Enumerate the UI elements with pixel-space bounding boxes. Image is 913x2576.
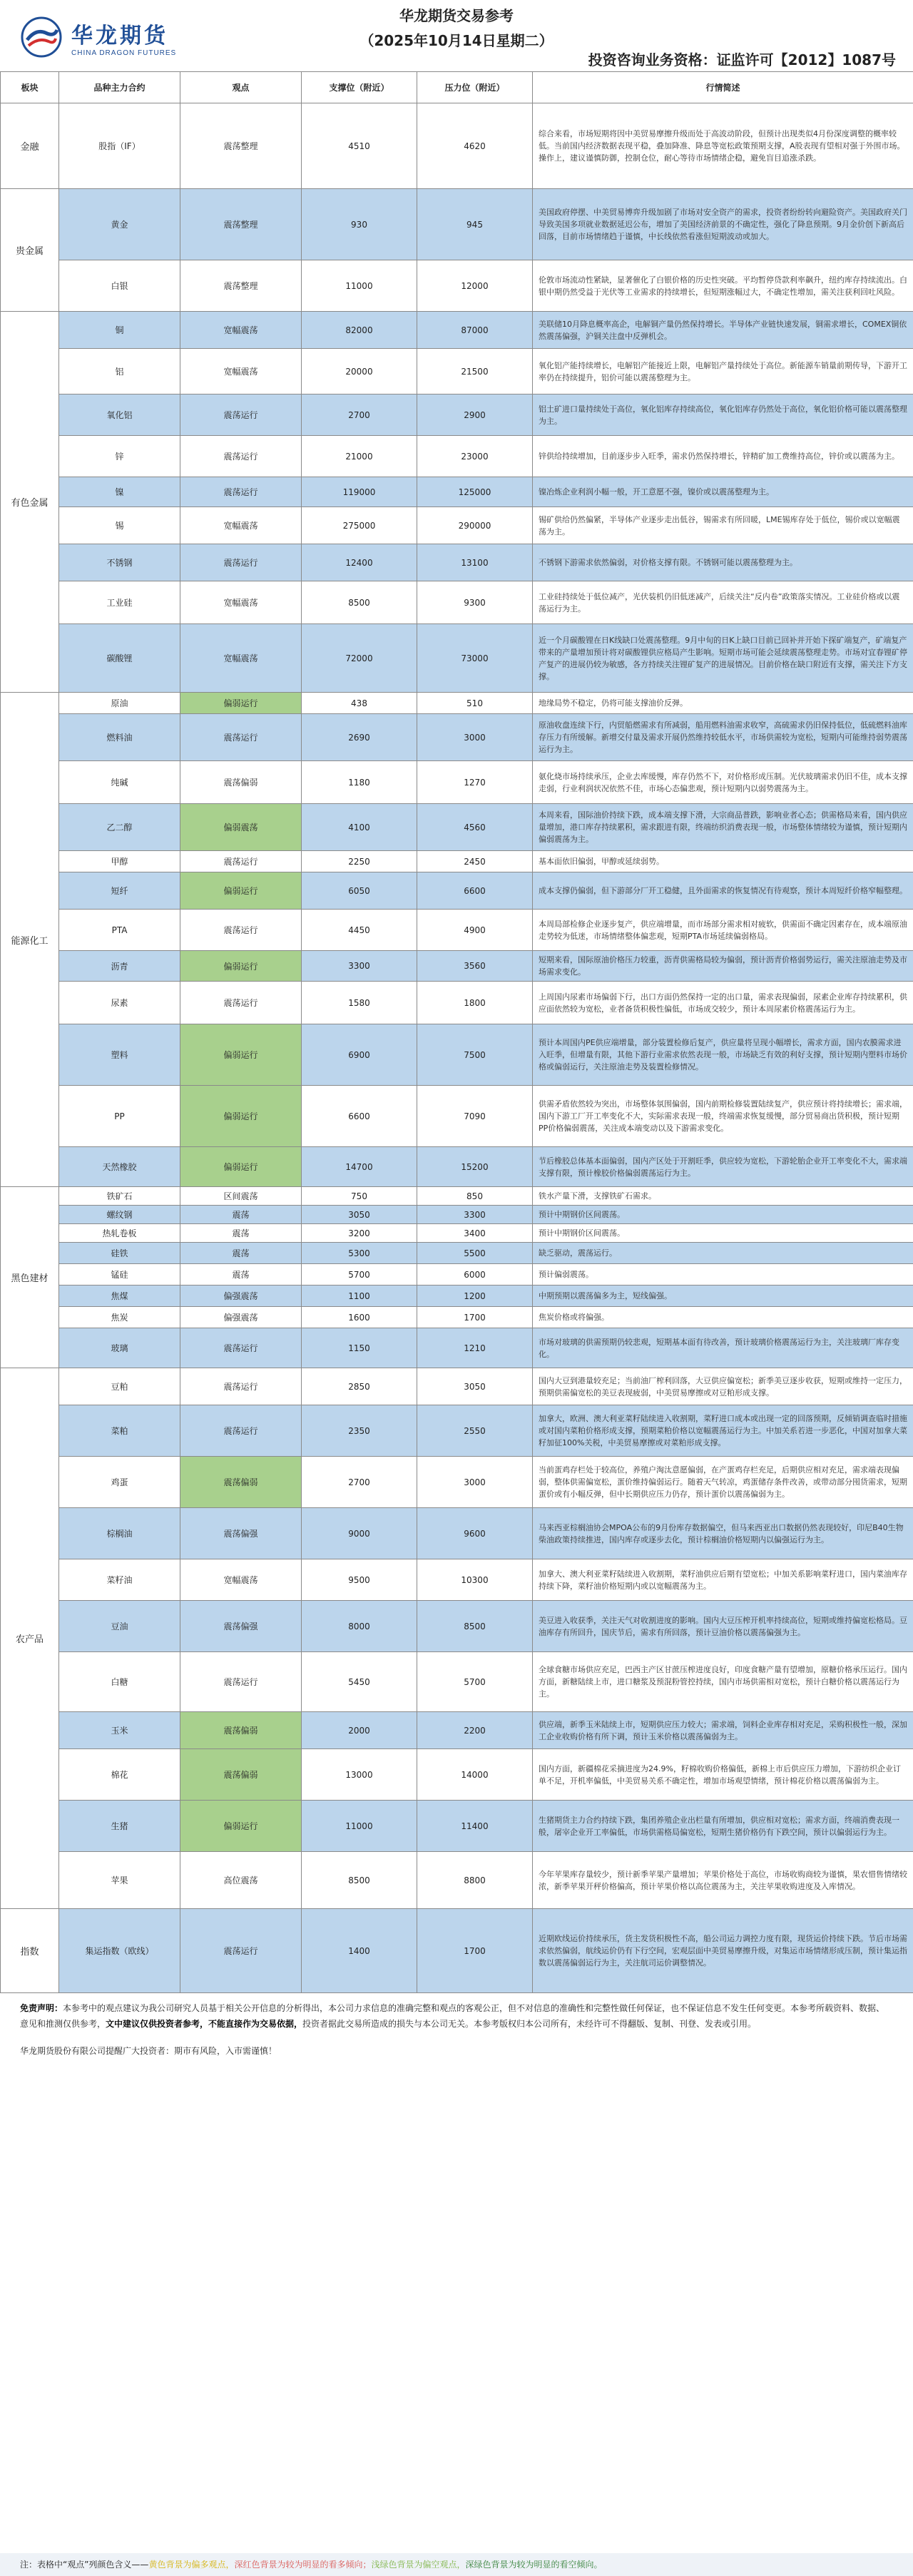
resistance-cell: 3050 — [417, 1368, 533, 1405]
resistance-cell: 9300 — [417, 581, 533, 624]
support-cell: 6600 — [302, 1086, 417, 1147]
risk-reminder: 华龙期货股份有限公司提醒广大投资者：期市有风险，入市需谨慎！ — [20, 2046, 277, 2056]
contract-cell: 锌 — [59, 436, 180, 477]
disclaimer-label: 免责声明： — [20, 2003, 63, 2013]
contract-cell: 尿素 — [59, 982, 180, 1024]
resistance-cell: 9600 — [417, 1508, 533, 1559]
description-cell: 缺乏驱动，震荡运行。 — [533, 1243, 913, 1264]
support-cell: 750 — [302, 1187, 417, 1206]
description-cell: 短期来看，国际原油价格压力较重，沥青供需格局较为偏弱，预计沥青价格弱势运行，需关注原油走势及市场需求变化。 — [533, 951, 913, 982]
support-cell: 5300 — [302, 1243, 417, 1264]
description-cell: 上周国内尿素市场偏弱下行，出口方面仍然保持一定的出口量，需求表现偏弱，尿素企业库存持续累积，供应面依然较为宽松，业者备货积极性偏低，市场成交较少，预计本周尿素价格震荡运行为主。 — [533, 982, 913, 1024]
table-row — [1, 436, 913, 477]
view-cell: 震荡偏弱 — [180, 1712, 302, 1749]
resistance-cell: 1700 — [417, 1909, 533, 1993]
resistance-cell: 3400 — [417, 1224, 533, 1243]
resistance-cell: 850 — [417, 1187, 533, 1206]
note-yellow: 黄色背景为偏多观点， — [148, 2560, 235, 2570]
contract-cell: 玻璃 — [59, 1328, 180, 1368]
contract-cell: 棕榈油 — [59, 1508, 180, 1559]
resistance-cell: 2200 — [417, 1712, 533, 1749]
view-cell: 宽幅震荡 — [180, 624, 302, 693]
support-cell: 20000 — [302, 349, 417, 394]
support-cell: 1150 — [302, 1328, 417, 1368]
resistance-cell: 21500 — [417, 349, 533, 394]
table-row — [1, 1712, 913, 1749]
table-row — [1, 1187, 913, 1206]
view-cell: 偏强震荡 — [180, 1286, 302, 1307]
resistance-cell: 1700 — [417, 1307, 533, 1328]
column-header-resistance: 压力位（附近） — [417, 72, 533, 103]
resistance-cell: 13100 — [417, 544, 533, 581]
table-row — [1, 693, 913, 714]
description-cell: 预计中期钢价区间震荡。 — [533, 1206, 913, 1224]
resistance-cell: 4620 — [417, 103, 533, 189]
view-cell: 宽幅震荡 — [180, 349, 302, 394]
description-cell: 加拿大、澳大利亚菜籽陆续进入收割期，菜籽油供应后期有望宽松；中加关系影响菜籽进口，国内菜油库存持续下降，菜籽油价格短期内或以宽幅震荡为主。 — [533, 1559, 913, 1601]
description-cell: 美联储10月降息概率高企，电解铜产量仍然保持增长。半导体产业链快速发展，铜需求增长，COMEX铜依然震荡偏强，沪铜关注盘中反弹机会。 — [533, 312, 913, 349]
resistance-cell: 5700 — [417, 1652, 533, 1712]
sector-cell: 金融 — [1, 103, 59, 189]
view-cell: 震荡运行 — [180, 394, 302, 436]
view-cell: 区间震荡 — [180, 1187, 302, 1206]
table-row — [1, 1286, 913, 1307]
table-row — [1, 349, 913, 394]
contract-cell: 工业硅 — [59, 581, 180, 624]
support-cell: 3050 — [302, 1206, 417, 1224]
description-cell: 美国政府停摆、中美贸易博弈升级加剧了市场对安全资产的需求，投资者纷纷转向避险资产。美国政府关门导致美国多项就业数据延迟公布，增加了美国经济前景的不确定性，强化了降息预期。9月金价创下新高后回落，目前市场情绪趋于谨慎，中长线依然看涨但短期波动或加大。 — [533, 189, 913, 260]
note-prefix: 注：表格中“观点”列颜色含义—— — [20, 2560, 149, 2570]
resistance-cell: 2550 — [417, 1405, 533, 1457]
view-cell: 宽幅震荡 — [180, 581, 302, 624]
contract-cell: 鸡蛋 — [59, 1457, 180, 1508]
description-cell: 综合来看，市场短期将因中美贸易摩擦升级而处于高波动阶段，但预计出现类似4月份深度调整的概率较低。当前国内经济数据表现平稳，叠加降准、降息等宽松政策预期支撑，A股表现有望相对强于外围市场。操作上，建议谨慎防御，控制仓位，耐心等待市场情绪企稳，避免盲目追涨杀跌。 — [533, 103, 913, 189]
table-row — [1, 1307, 913, 1328]
description-cell: 基本面依旧偏弱，甲醇或延续弱势。 — [533, 851, 913, 872]
table-row — [1, 507, 913, 544]
description-cell: 地缘局势不稳定，仍将可能支撑油价反弹。 — [533, 693, 913, 714]
support-cell: 82000 — [302, 312, 417, 349]
description-cell: 节后橡胶总体基本面偏弱，国内产区处于开割旺季，供应较为宽松，下游轮胎企业开工率变化不大，需求端支撑有限，预计橡胶价格偏弱震荡运行为主。 — [533, 1147, 913, 1187]
view-cell: 震荡整理 — [180, 103, 302, 189]
resistance-cell: 23000 — [417, 436, 533, 477]
support-cell: 5700 — [302, 1264, 417, 1286]
view-cell: 偏弱运行 — [180, 951, 302, 982]
description-cell: 本周来看，国际油价持续下跌，成本端支撑下滑，大宗商品普跌，影响业者心态；供需格局来看，国内供应量增加，港口库存持续累积，需求跟进有限，终端纺织消费表现一般，市场整体情绪较为谨慎，预计短期内偏弱震荡为主。 — [533, 804, 913, 851]
column-header-sector: 板块 — [1, 72, 59, 103]
support-cell: 2690 — [302, 714, 417, 761]
disclaimer-text-2: 投资者据此交易所造成的损失与本公司无关。本参考版权归本公司所有，未经许可不得翻版、复制、刊登、发表或引用。 — [302, 2019, 757, 2029]
contract-cell: 豆粕 — [59, 1368, 180, 1405]
note-dark-green: 深绿色背景为较为明显的看空倾向。 — [465, 2560, 603, 2570]
view-cell: 震荡运行 — [180, 1328, 302, 1368]
table-row — [1, 1559, 913, 1601]
support-cell: 2700 — [302, 1457, 417, 1508]
description-cell: 铝土矿进口量持续处于高位，氧化铝库存持续高位，氧化铝库存仍然处于高位，氧化铝价格可能以震荡整理为主。 — [533, 394, 913, 436]
table-row — [1, 189, 913, 260]
resistance-cell: 4900 — [417, 910, 533, 951]
sector-cell: 能源化工 — [1, 693, 59, 1187]
support-cell: 14700 — [302, 1147, 417, 1187]
contract-cell: 豆油 — [59, 1601, 180, 1652]
support-cell: 2000 — [302, 1712, 417, 1749]
table-header-row — [1, 72, 913, 103]
contract-cell: 玉米 — [59, 1712, 180, 1749]
description-cell: 国内方面，新疆棉花采摘进度为24.9%，籽棉收购价格偏低，新棉上市后供应压力增加，下游纺织企业订单不足，开机率偏低，中美贸易关系不确定性，增加市场观望情绪，预计棉花价格以震荡偏弱为主。 — [533, 1749, 913, 1801]
table-row — [1, 872, 913, 910]
resistance-cell: 7500 — [417, 1024, 533, 1086]
support-cell: 8500 — [302, 581, 417, 624]
table-row — [1, 1457, 913, 1508]
contract-cell: 不锈钢 — [59, 544, 180, 581]
resistance-cell: 3560 — [417, 951, 533, 982]
table-row — [1, 804, 913, 851]
column-header-description: 行情简述 — [533, 72, 913, 103]
table-row — [1, 477, 913, 507]
description-cell: 氧化铝产能持续增长，电解铝产能接近上限，电解铝产量持续处于高位。新能源车销量前期传导，下游开工率仍在持续提升，铝价可能以震荡整理为主。 — [533, 349, 913, 394]
table-row — [1, 1224, 913, 1243]
note-light-green: 浅绿色背景为偏空观点， — [371, 2560, 466, 2570]
support-cell: 1100 — [302, 1286, 417, 1307]
support-cell: 2850 — [302, 1368, 417, 1405]
contract-cell: 菜粕 — [59, 1405, 180, 1457]
resistance-cell: 7090 — [417, 1086, 533, 1147]
table-row — [1, 1508, 913, 1559]
table-row — [1, 624, 913, 693]
table-row — [1, 581, 913, 624]
resistance-cell: 1200 — [417, 1286, 533, 1307]
table-row — [1, 1024, 913, 1086]
description-cell: 本周局部检修企业逐步复产，供应端增量，而市场部分需求相对疲软，供需面不确定因素存在，成本端原油走势较为低迷，市场情绪整体偏悲观，短期PTA市场延续偏弱格局。 — [533, 910, 913, 951]
support-cell: 2700 — [302, 394, 417, 436]
description-cell: 不锈钢下游需求依然偏弱，对价格支撑有限。不锈钢可能以震荡整理为主。 — [533, 544, 913, 581]
view-cell: 偏弱运行 — [180, 1024, 302, 1086]
resistance-cell: 3000 — [417, 714, 533, 761]
description-cell: 当前蛋鸡存栏处于较高位，养殖户淘汰意愿偏弱，在产蛋鸡存栏充足，后期供应相对充足，需求端表现偏弱，整体供需偏宽松，蛋价维持偏弱运行。随着天气转凉，鸡蛋储存条件改善，或带动部分囤货需求，短期蛋价或有小幅反弹，但中长期供应压力仍存，预计蛋价以震荡偏弱为主。 — [533, 1457, 913, 1508]
sector-cell: 指数 — [1, 1909, 59, 1993]
view-cell: 震荡运行 — [180, 1405, 302, 1457]
trade-reference-table — [0, 71, 913, 1993]
view-cell: 震荡整理 — [180, 260, 302, 312]
description-cell: 成本支撑仍偏弱，但下游部分厂开工稳健，且外面需求的恢复情况有待观察，预计本周短纤价格窄幅整理。 — [533, 872, 913, 910]
description-cell: 国内大豆到港量较充足；当前油厂榨利回落，大豆供应偏宽松；新季美豆逐步收获，短期或维持一定压力，预期供需偏宽松的美豆表现疲弱，中美贸易摩擦或对豆粕形成支撑。 — [533, 1368, 913, 1405]
contract-cell: 塑料 — [59, 1024, 180, 1086]
table-row — [1, 761, 913, 804]
table-row — [1, 910, 913, 951]
table-row — [1, 1243, 913, 1264]
description-cell: 市场对玻璃的供需预期仍较悲观，短期基本面有待改善，预计玻璃价格震荡运行为主，关注玻璃厂库存变化。 — [533, 1328, 913, 1368]
table-row — [1, 982, 913, 1024]
resistance-cell: 8500 — [417, 1601, 533, 1652]
column-header-support: 支撑位（附近） — [302, 72, 417, 103]
support-cell: 275000 — [302, 507, 417, 544]
description-cell: 锌供给持续增加，目前逐步步入旺季，需求仍然保持增长，锌精矿加工费维持高位，锌价或以震荡为主。 — [533, 436, 913, 477]
description-cell: 预计中期钢价区间震荡。 — [533, 1224, 913, 1243]
page-footer — [0, 1993, 913, 2059]
contract-cell: PTA — [59, 910, 180, 951]
view-cell: 震荡偏强 — [180, 1601, 302, 1652]
disclaimer-bold: 文中建议仅供投资者参考，不能直接作为交易依据， — [106, 2019, 303, 2029]
description-cell: 中期预期以震荡偏多为主，短线偏强。 — [533, 1286, 913, 1307]
view-cell: 震荡 — [180, 1206, 302, 1224]
support-cell: 8000 — [302, 1601, 417, 1652]
description-cell: 氨化烧市场持续承压，企业去库缓慢，库存仍然不下，对价格形成压制。光伏玻璃需求仍旧不佳，成本支撑走弱，行业利润状况依然不佳，市场心态偏悲观，预计短期内以弱势震荡为主。 — [533, 761, 913, 804]
contract-cell: 氧化铝 — [59, 394, 180, 436]
resistance-cell: 2450 — [417, 851, 533, 872]
disclaimer — [20, 2000, 893, 2032]
column-header-view: 观点 — [180, 72, 302, 103]
table-row — [1, 714, 913, 761]
sector-cell: 有色金属 — [1, 312, 59, 693]
table-row — [1, 103, 913, 189]
support-cell: 119000 — [302, 477, 417, 507]
view-cell: 宽幅震荡 — [180, 507, 302, 544]
description-cell: 供应端，新季玉米陆续上市，短期供应压力较大；需求端，饲料企业库存相对充足，采购积极性一般，深加工企业收购价格有所下调，预计玉米价格以震荡偏弱为主。 — [533, 1712, 913, 1749]
description-cell: 焦炭价格或将偏强。 — [533, 1307, 913, 1328]
support-cell: 4510 — [302, 103, 417, 189]
table-row — [1, 544, 913, 581]
view-cell: 宽幅震荡 — [180, 1559, 302, 1601]
contract-cell: 锡 — [59, 507, 180, 544]
contract-cell: 焦煤 — [59, 1286, 180, 1307]
support-cell: 1600 — [302, 1307, 417, 1328]
contract-cell: 螺纹钢 — [59, 1206, 180, 1224]
report-date: （2025年10月14日星期二） — [359, 32, 554, 49]
support-cell: 21000 — [302, 436, 417, 477]
table-row — [1, 1147, 913, 1187]
view-cell: 震荡 — [180, 1243, 302, 1264]
resistance-cell: 3000 — [417, 1457, 533, 1508]
logo-chinese-name: 华龙期货 — [71, 23, 168, 49]
support-cell: 438 — [302, 693, 417, 714]
description-cell: 原油收盘连续下行，内贸船燃需求有所减弱，船用燃料油需求收窄，高硫需求仍旧保持低位，低硫燃料油库存压力有所缓解。新增交付量及需求开展仍然维持较低水平，市场供需较为宽松，短期内可能维持弱势震荡运行为主。 — [533, 714, 913, 761]
view-cell: 宽幅震荡 — [180, 312, 302, 349]
view-cell: 震荡运行 — [180, 1909, 302, 1993]
support-cell: 1580 — [302, 982, 417, 1024]
table-row — [1, 1328, 913, 1368]
description-cell: 锡矿供给仍然偏紧，半导体产业逐步走出低谷，锡需求有所回暖，LME锡库存处于低位，锡价或以宽幅震荡为主。 — [533, 507, 913, 544]
contract-cell: 硅铁 — [59, 1243, 180, 1264]
view-cell: 偏弱运行 — [180, 1147, 302, 1187]
resistance-cell: 290000 — [417, 507, 533, 544]
support-cell: 8500 — [302, 1852, 417, 1909]
table-row — [1, 1801, 913, 1852]
contract-cell: 铜 — [59, 312, 180, 349]
contract-cell: 白银 — [59, 260, 180, 312]
contract-cell: 原油 — [59, 693, 180, 714]
contract-cell: 棉花 — [59, 1749, 180, 1801]
contract-cell: 燃料油 — [59, 714, 180, 761]
table-row — [1, 1909, 913, 1993]
view-cell: 震荡运行 — [180, 982, 302, 1024]
support-cell: 6050 — [302, 872, 417, 910]
table-row — [1, 394, 913, 436]
resistance-cell: 10300 — [417, 1559, 533, 1601]
table-row — [1, 1086, 913, 1147]
resistance-cell: 1800 — [417, 982, 533, 1024]
sector-cell: 农产品 — [1, 1368, 59, 1909]
table-row — [1, 1652, 913, 1712]
contract-cell: 菜籽油 — [59, 1559, 180, 1601]
contract-cell: 镍 — [59, 477, 180, 507]
support-cell: 9000 — [302, 1508, 417, 1559]
logo-english-name: CHINA DRAGON FUTURES — [71, 49, 177, 57]
view-cell: 偏弱运行 — [180, 1086, 302, 1147]
table-row — [1, 951, 913, 982]
view-cell: 震荡运行 — [180, 851, 302, 872]
view-cell: 震荡偏弱 — [180, 1749, 302, 1801]
contract-cell: 股指（IF） — [59, 103, 180, 189]
table-row — [1, 1405, 913, 1457]
view-cell: 震荡 — [180, 1264, 302, 1286]
resistance-cell: 125000 — [417, 477, 533, 507]
view-cell: 偏弱运行 — [180, 1801, 302, 1852]
description-cell: 供需矛盾依然较为突出，市场整体氛围偏弱，国内前期检修装置陆续复产，供应预计将持续增长；需求端，国内下游工厂开工率变化不大，实际需求表现一般，终端需求恢复缓慢，部分贸易商出货积极，预计短期PP价格偏弱震荡，关注成本端变动以及下游需求变化。 — [533, 1086, 913, 1147]
support-cell: 11000 — [302, 260, 417, 312]
view-cell: 震荡运行 — [180, 544, 302, 581]
support-cell: 3200 — [302, 1224, 417, 1243]
table-row — [1, 1749, 913, 1801]
sector-cell: 黑色建材 — [1, 1187, 59, 1368]
sector-cell: 贵金属 — [1, 189, 59, 312]
support-cell: 1400 — [302, 1909, 417, 1993]
description-cell: 生猪期货主力合约持续下跌，集团养殖企业出栏量有所增加，供应相对宽松；需求方面，终端消费表现一般，屠宰企业开工率偏低，市场供需格局偏宽松，短期生猪价格仍有下跌空间，预计以偏弱运行为主。 — [533, 1801, 913, 1852]
support-cell: 6900 — [302, 1024, 417, 1086]
contract-cell: 沥青 — [59, 951, 180, 982]
contract-cell: 纯碱 — [59, 761, 180, 804]
contract-cell: 锰硅 — [59, 1264, 180, 1286]
contract-cell: 短纤 — [59, 872, 180, 910]
contract-cell: 苹果 — [59, 1852, 180, 1909]
resistance-cell: 6600 — [417, 872, 533, 910]
color-legend-note — [0, 2553, 913, 2576]
support-cell: 4450 — [302, 910, 417, 951]
column-header-contract: 品种主力合约 — [59, 72, 180, 103]
resistance-cell: 6000 — [417, 1264, 533, 1286]
table-row — [1, 1264, 913, 1286]
contract-cell: 铁矿石 — [59, 1187, 180, 1206]
resistance-cell: 945 — [417, 189, 533, 260]
table-row — [1, 851, 913, 872]
resistance-cell: 5500 — [417, 1243, 533, 1264]
contract-cell: 集运指数（欧线） — [59, 1909, 180, 1993]
view-cell: 震荡偏弱 — [180, 761, 302, 804]
description-cell: 今年苹果库存量较少，预计新季苹果产量增加；苹果价格处于高位，市场收购商较为谨慎，果农惜售情绪较浓，新季苹果开秤价格偏高，预计苹果价格以高位震荡为主，关注苹果收购进度及入库情况。 — [533, 1852, 913, 1909]
resistance-cell: 15200 — [417, 1147, 533, 1187]
contract-cell: 碳酸锂 — [59, 624, 180, 693]
description-cell: 马来西亚棕榈油协会MPOA公布的9月份库存数据偏空，但马来西亚出口数据仍然表现较好，印尼B40生物柴油政策持续推进，国内库存或逐步去化，预计棕榈油价格短期内以偏强运行为主。 — [533, 1508, 913, 1559]
table-row — [1, 312, 913, 349]
support-cell: 2350 — [302, 1405, 417, 1457]
support-cell: 72000 — [302, 624, 417, 693]
description-cell: 镍冶炼企业利润小幅一般，开工意愿不强，镍价或以震荡整理为主。 — [533, 477, 913, 507]
view-cell: 偏弱运行 — [180, 872, 302, 910]
view-cell: 震荡运行 — [180, 1652, 302, 1712]
description-cell: 伦敦市场流动性紧缺，显著催化了白银价格的历史性突破。平均暂停贷款利率飙升，纽约库存持续流出。白银中期仍然受益于光伏等工业需求的持续增长，但短期涨幅过大，不确定性增加，需关注获利回吐风险。 — [533, 260, 913, 312]
table-row — [1, 1852, 913, 1909]
view-cell: 偏强震荡 — [180, 1307, 302, 1328]
support-cell: 11000 — [302, 1801, 417, 1852]
description-cell: 工业硅持续处于低位减产，光伏装机仍旧低迷减产，后续关注“反内卷”政策落实情况。工业硅价格或以震荡运行为主。 — [533, 581, 913, 624]
description-cell: 近一个月碳酸锂在日K线缺口处震荡整理。9月中旬的日K上缺口目前已回补并开始下探矿端复产，矿端复产带来的产量增加预计将对碳酸锂供应格局产生影响。短期市场可能会延续震荡整理走势。市场对宜春锂矿停产复产的进展仍较为敏感，各方持续关注锂矿复产的进展情况。目前价格在缺口附近有支撑，需关注下方支撑。 — [533, 624, 913, 693]
contract-cell: 铝 — [59, 349, 180, 394]
view-cell: 震荡整理 — [180, 189, 302, 260]
contract-cell: 黄金 — [59, 189, 180, 260]
resistance-cell: 8800 — [417, 1852, 533, 1909]
description-cell: 全球食糖市场供应充足，巴西主产区甘蔗压榨进度良好，印度食糖产量有望增加，原糖价格承压运行。国内方面，新糖陆续上市，进口糖浆及预混粉管控持续，国内市场供需相对宽松，预计白糖价格以震荡运行为主。 — [533, 1652, 913, 1712]
page-header — [0, 0, 913, 71]
resistance-cell: 4560 — [417, 804, 533, 851]
view-cell: 高位震荡 — [180, 1852, 302, 1909]
support-cell: 13000 — [302, 1749, 417, 1801]
view-cell: 震荡运行 — [180, 436, 302, 477]
view-cell: 偏弱运行 — [180, 693, 302, 714]
table-row — [1, 1368, 913, 1405]
resistance-cell: 12000 — [417, 260, 533, 312]
view-cell: 震荡运行 — [180, 1368, 302, 1405]
contract-cell: 天然橡胶 — [59, 1147, 180, 1187]
description-cell: 预计本周国内PE供应端增量，部分装置检修后复产，供应量将呈现小幅增长，需求方面，国内农膜需求进入旺季，但增量有限，其他下游行业需求依然表现一般，市场缺乏有效的利好支撑，预计短期内塑料市场价格或偏弱运行，关注原油走势及装置检修情况。 — [533, 1024, 913, 1086]
contract-cell: 甲醇 — [59, 851, 180, 872]
support-cell: 1180 — [302, 761, 417, 804]
resistance-cell: 2900 — [417, 394, 533, 436]
contract-cell: 白糖 — [59, 1652, 180, 1712]
support-cell: 4100 — [302, 804, 417, 851]
resistance-cell: 73000 — [417, 624, 533, 693]
view-cell: 震荡运行 — [180, 714, 302, 761]
support-cell: 12400 — [302, 544, 417, 581]
resistance-cell: 510 — [417, 693, 533, 714]
resistance-cell: 3300 — [417, 1206, 533, 1224]
resistance-cell: 1210 — [417, 1328, 533, 1368]
resistance-cell: 87000 — [417, 312, 533, 349]
view-cell: 偏弱震荡 — [180, 804, 302, 851]
view-cell: 震荡偏强 — [180, 1508, 302, 1559]
support-cell: 930 — [302, 189, 417, 260]
license-text: 投资咨询业务资格：证监许可【2012】1087号 — [588, 51, 896, 68]
support-cell: 3300 — [302, 951, 417, 982]
table-row — [1, 260, 913, 312]
view-cell: 震荡运行 — [180, 477, 302, 507]
description-cell: 美豆进入收获季，关注天气对收割进度的影响。国内大豆压榨开机率持续高位，短期或维持偏宽松格局。豆油库存有所回升，国庆节后，需求有所回落，预计豆油价格以震荡偏强为主。 — [533, 1601, 913, 1652]
description-cell: 近期欧线运价持续承压，货主发货积极性不高，船公司运力调控力度有限，现货运价持续下跌。节后市场需求依然偏弱，航线运价仍有下行空间，宏观层面中美贸易摩擦升级，对集运市场情绪形成压制，预计集运指数以震荡偏弱运行为主，关注航司运价调整情况。 — [533, 1909, 913, 1993]
disclaimer-text: 本参考中的观点建议为我公司研究人员基于相关公开信息的分析得出，本公司力求信息的准确完整和观点的客观公正，但不对信息的准确性和完整性做任何保证，也不保证信息不发生任何变更。本参考所载资料、数据、意见和推测仅供参考， — [20, 2003, 885, 2029]
support-cell: 5450 — [302, 1652, 417, 1712]
contract-cell: 生猪 — [59, 1801, 180, 1852]
description-cell: 预计偏弱震荡。 — [533, 1264, 913, 1286]
view-cell: 震荡运行 — [180, 910, 302, 951]
page-title: 华龙期货交易参考 — [399, 7, 514, 24]
view-cell: 震荡偏弱 — [180, 1457, 302, 1508]
resistance-cell: 1270 — [417, 761, 533, 804]
support-cell: 2250 — [302, 851, 417, 872]
description-cell: 加拿大，欧洲、澳大利亚菜籽陆续进入收割期，菜籽进口成本或出现一定的回落预期，反倾销调查临时措施或对国内菜粕价格形成支撑，预期菜粕价格以宽幅震荡运行为主。中加关系若进一步恶化，中国对加拿大菜籽加征100%关税，中美贸易摩擦或对菜粕形成支撑。 — [533, 1405, 913, 1457]
contract-cell: 热轧卷板 — [59, 1224, 180, 1243]
support-cell: 9500 — [302, 1559, 417, 1601]
resistance-cell: 14000 — [417, 1749, 533, 1801]
description-cell: 铁水产量下滑，支撑铁矿石需求。 — [533, 1187, 913, 1206]
resistance-cell: 11400 — [417, 1801, 533, 1852]
contract-cell: PP — [59, 1086, 180, 1147]
table-row — [1, 1206, 913, 1224]
table-row — [1, 1601, 913, 1652]
note-red: 深红色背景为较为明显的看多倾向； — [234, 2560, 372, 2570]
contract-cell: 乙二醇 — [59, 804, 180, 851]
contract-cell: 焦炭 — [59, 1307, 180, 1328]
view-cell: 震荡 — [180, 1224, 302, 1243]
